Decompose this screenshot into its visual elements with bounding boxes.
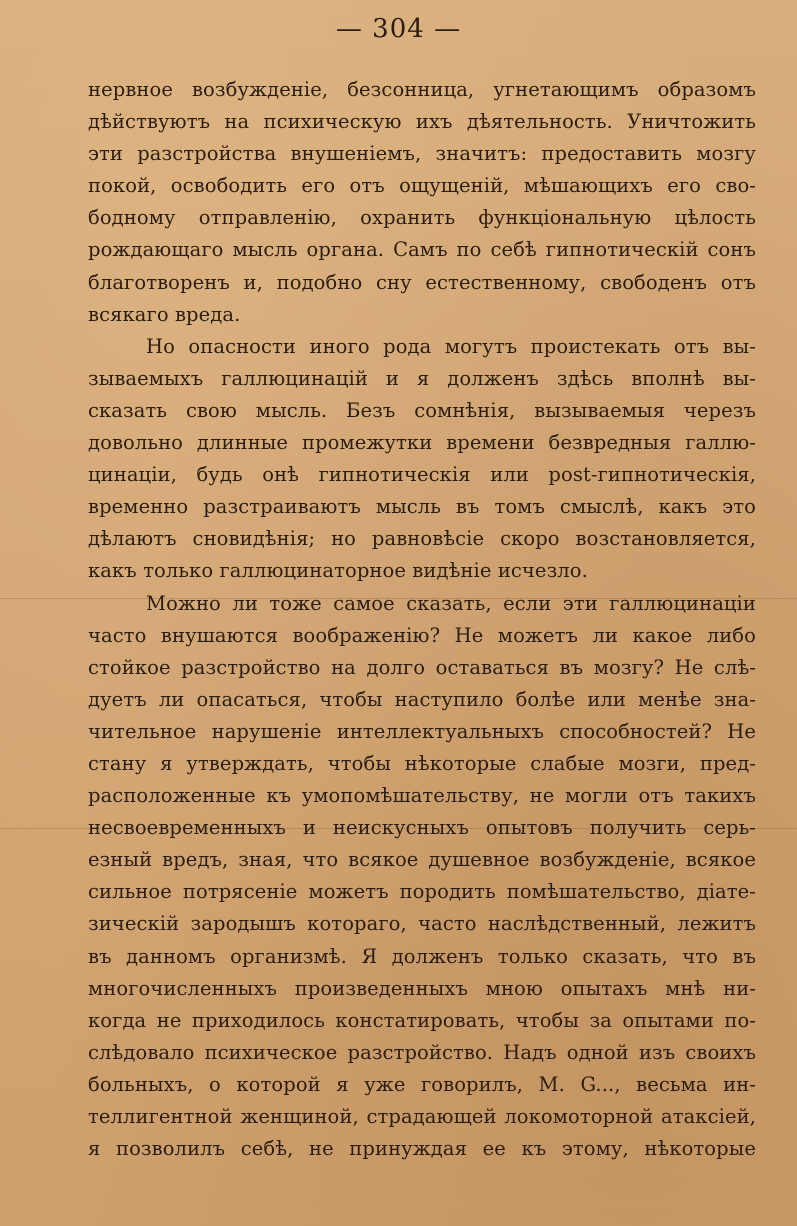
text-line: несвоевременныхъ и неискусныхъ опытовъ получить серь-: [88, 816, 756, 840]
text-line: временно разстраиваютъ мысль въ томъ смыслѣ, какъ это: [88, 495, 756, 519]
body-text: [88, 74, 756, 1165]
text-line: Можно ли тоже самое сказать, если эти галлюцинаціи: [146, 591, 756, 615]
text-line: слѣдовало психическое разстройство. Надъ одной изъ своихъ: [88, 1040, 756, 1064]
text-line: дѣлаютъ сновидѣнія; но равновѣсіе скоро возстановляется,: [88, 527, 756, 551]
text-line: дуетъ ли опасаться, чтобы наступило болѣе или менѣе зна-: [88, 687, 756, 711]
page-number: — 304 —: [335, 14, 462, 44]
text-line: езный вредъ, зная, что всякое душевное возбужденіе, всякое: [88, 848, 756, 872]
text-line: стойкое разстройство на долго оставаться въ мозгу? Не слѣ-: [88, 655, 756, 679]
text-line: бодному отправленію, охранить функціональную цѣлость: [88, 206, 756, 230]
text-line: я позволилъ себѣ, не принуждая ее къ этому, нѣкоторые: [88, 1137, 756, 1161]
text-line: теллигентной женщиной, страдающей локомоторной атаксіей,: [88, 1105, 756, 1128]
text-line: стану я утверждать, чтобы нѣкоторые слабые мозги, пред-: [88, 751, 756, 775]
text-line: всякаго вреда.: [88, 302, 241, 326]
text-line: рождающаго мысль органа. Самъ по себѣ гипнотическій сонъ: [88, 238, 756, 262]
text-line: расположенные къ умопомѣшательству, не могли отъ такихъ: [88, 784, 756, 808]
text-line: нервное возбужденіе, безсонница, угнетающимъ образомъ: [88, 78, 756, 101]
text-line: зическій зародышъ котораго, часто наслѣдственный, лежитъ: [88, 912, 756, 936]
text-line: зываемыхъ галлюцинацій и я долженъ здѣсь вполнѣ вы-: [88, 366, 756, 390]
text-line: больныхъ, о которой я уже говорилъ, М. G..., весьма ин-: [88, 1072, 756, 1096]
text-line: въ данномъ организмѣ. Я долженъ только сказать, что въ: [88, 944, 756, 968]
text-line: цинаціи, будь онѣ гипнотическія или post-гипнотическія,: [88, 463, 756, 487]
text-line: благотворенъ и, подобно сну естественному, свободенъ отъ: [88, 270, 756, 294]
text-line: сильное потрясеніе можетъ породить помѣшательство, діате-: [88, 880, 756, 904]
text-line: дѣйствуютъ на психическую ихъ дѣятельность. Уничтожить: [88, 110, 756, 134]
text-line: чительное нарушеніе интеллектуальныхъ способностей? Не: [88, 719, 756, 743]
text-line: довольно длинные промежутки времени безвредныя галлю-: [88, 431, 756, 455]
text-line: часто внушаются воображенію? Не можетъ ли какое либо: [88, 623, 756, 647]
text-line: Но опасности иного рода могутъ проистекать отъ вы-: [146, 334, 756, 358]
text-line: какъ только галлюцинаторное видѣніе исчезло.: [88, 559, 588, 583]
text-line: покой, освободить его отъ ощущеній, мѣшающихъ его сво-: [88, 174, 756, 198]
text-line: когда не приходилось констатировать, чтобы за опытами по-: [88, 1008, 756, 1032]
text-line: сказать свою мысль. Безъ сомнѣнія, вызываемыя черезъ: [88, 398, 756, 422]
text-line: эти разстройства внушеніемъ, значитъ: предоставить мозгу: [88, 142, 756, 166]
text-line: многочисленныхъ произведенныхъ мною опытахъ мнѣ ни-: [88, 976, 756, 1000]
